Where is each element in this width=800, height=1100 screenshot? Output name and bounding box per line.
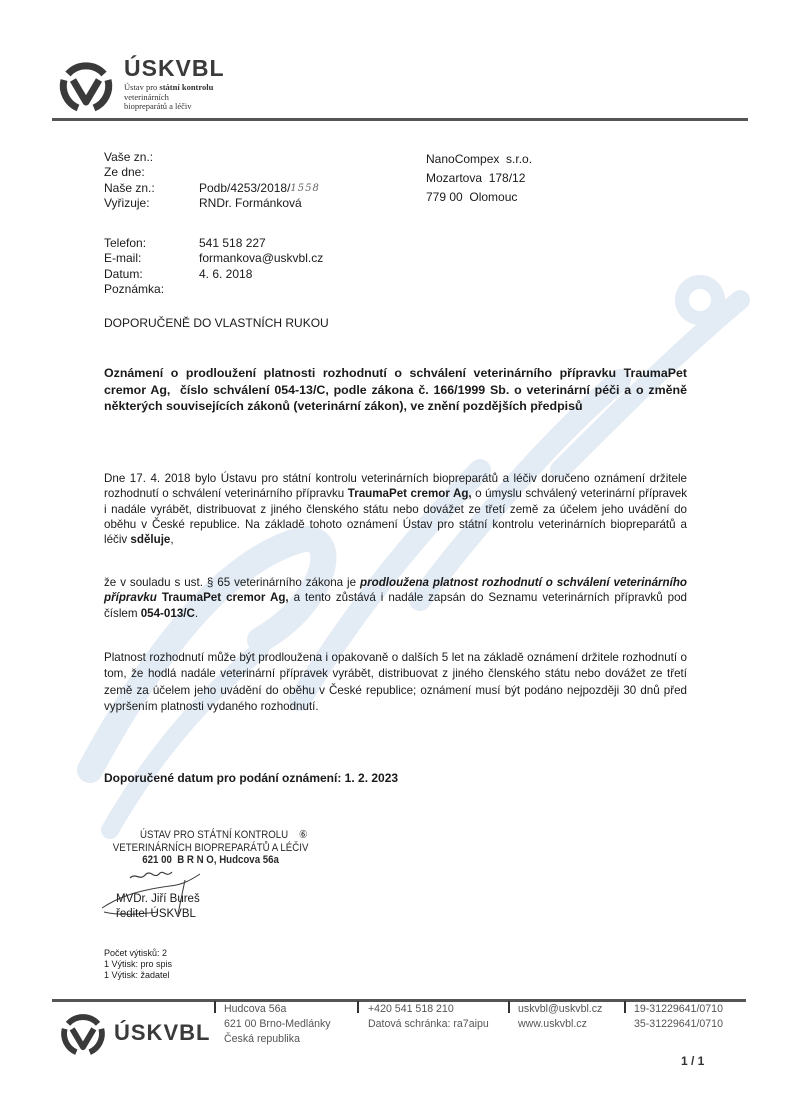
footer-separator bbox=[508, 1001, 510, 1013]
signer-block bbox=[116, 892, 200, 922]
signer-title: ředitel ÚSKVBL bbox=[116, 908, 196, 920]
official-stamp: ÚSTAV PRO STÁTNÍ KONTROLU ⑥ VETERINÁRNÍCH BIOPREPARÁTŮ A LÉČIV 621 00 B R N O, Hudcova 56a bbox=[112, 829, 309, 866]
meta-row-telefon: Telefon: 541 518 227 bbox=[104, 236, 266, 250]
footer-separator bbox=[214, 1001, 216, 1013]
recommended-date: Doporučené datum pro podání oznámení: 1. 2. 2023 bbox=[104, 771, 399, 785]
delivery-note: DOPORUČENĚ DO VLASTNÍCH RUKOU bbox=[104, 316, 329, 330]
footer-website-link[interactable]: www.uskvbl.cz bbox=[518, 1018, 587, 1030]
product-name: TraumaPet cremor Ag, bbox=[347, 487, 472, 501]
meta-row-ze-dne: Ze dne: bbox=[104, 165, 145, 180]
meta-row-datum: Datum: 4. 6. 2018 bbox=[104, 266, 253, 281]
recipient-company: NanoCompex s.r.o. bbox=[426, 152, 533, 166]
signer-name: MVDr. Jiří Bureš bbox=[116, 893, 200, 905]
footer-logo-name: ÚSKVBL bbox=[114, 1020, 211, 1045]
footer-email-link[interactable]: uskvbl@uskvbl.cz bbox=[518, 1003, 603, 1015]
footer-separator bbox=[624, 1001, 626, 1013]
meta-row-vyrizuje: Vyřizuje: RNDr. Formánková bbox=[104, 195, 302, 210]
meta-row-email: E-mail: formankova@uskvbl.cz bbox=[104, 251, 324, 266]
meta-row-poznamka: Poznámka: bbox=[104, 281, 165, 296]
uskvbl-logo-icon bbox=[56, 56, 116, 114]
header-logo-name: ÚSKVBL bbox=[124, 55, 225, 81]
uskvbl-footer-logo-icon bbox=[58, 1008, 108, 1058]
header-logo-subtitle: Ústav pro státní kontrolu veterinárních biopreparátů a léčiv bbox=[124, 82, 214, 111]
recipient-city: 779 00 Olomouc bbox=[426, 190, 518, 204]
page-number: 1 / 1 bbox=[681, 1054, 705, 1068]
footer-separator bbox=[357, 1001, 359, 1013]
body-paragraph-2: že v souladu s ust. § 65 veterinárního zákona je prodloužena platnost rozhodnutí o schválení veterinárního přípravku TraumaPet cremor Ag, a tento zůstává i nadále zapsán do Seznamu veterinárních přípravků pod číslem 054-013/C. bbox=[104, 576, 687, 620]
footer-address: Hudcova 56a 621 00 Brno-Medlánky Česká republika bbox=[224, 1003, 331, 1045]
footer-bank-accounts: 19-31229641/0710 35-31229641/0710 bbox=[634, 1003, 723, 1030]
product-name: TraumaPet cremor Ag, bbox=[156, 591, 289, 605]
registration-number: 054-013/C bbox=[140, 606, 195, 620]
handwritten-number: 1558 bbox=[290, 182, 320, 194]
body-paragraph-1: Dne 17. 4. 2018 bylo Ústavu pro státní kontrolu veterinárních biopreparátů a léčiv doručeno oznámení držitele rozhodnutí o schválení veterinárního přípravku TraumaPet cremor Ag, o úmyslu schválený veterinární přípravek i nadále vyrábět, distribuovat z jiného členského státu nebo dovážet ze třetí země za účelem jeho uvádění do oběhu v České republice. Na základě tohoto oznámení Ústav pro státní kontrolu veterinárních biopreparátů a léčiv sděluje, bbox=[104, 472, 687, 547]
body-paragraph-3: Platnost rozhodnutí může být prodloužena i opakovaně o dalších 5 let na základě oznámení držitele rozhodnutí o tom, že hodlá nadále veterinární přípravek vyrábět, distribuovat z jiného členského státu nebo dovážet ze třetí země za účelem jeho uvádění do oběhu v České republice; oznámení musí být podáno nejpozději 30 dnů před vypršením platnosti vydaného rozhodnutí. bbox=[104, 651, 687, 713]
recipient-street: Mozartova 178/12 bbox=[426, 171, 526, 185]
meta-row-vase-zn: Vaše zn.: bbox=[104, 150, 154, 164]
meta-row-nase-zn: Naše zn.: Podb/4253/2018/ 1558 bbox=[104, 180, 320, 195]
footer-web bbox=[518, 1002, 602, 1032]
header-divider bbox=[52, 118, 748, 121]
reference-block bbox=[104, 150, 320, 211]
copies-note: Počet výtisků: 2 1 Výtisk: pro spis 1 Výtisk: žadatel bbox=[104, 948, 173, 980]
footer-phone: +420 541 518 210 Datová schránka: ra7aipu bbox=[368, 1003, 489, 1030]
letter-subject: Oznámení o prodloužení platnosti rozhodnutí o schválení veterinárního přípravku TraumaPet cremor Ag, číslo schválení 054-13/C, podle zákona č. 166/1999 Sb. o veterinární péči a o změně některých souvisejících zákonů (veterinární zákon), ve znění pozdějších předpisů bbox=[104, 366, 691, 413]
recipient-address bbox=[426, 150, 532, 207]
contact-block bbox=[104, 236, 323, 297]
